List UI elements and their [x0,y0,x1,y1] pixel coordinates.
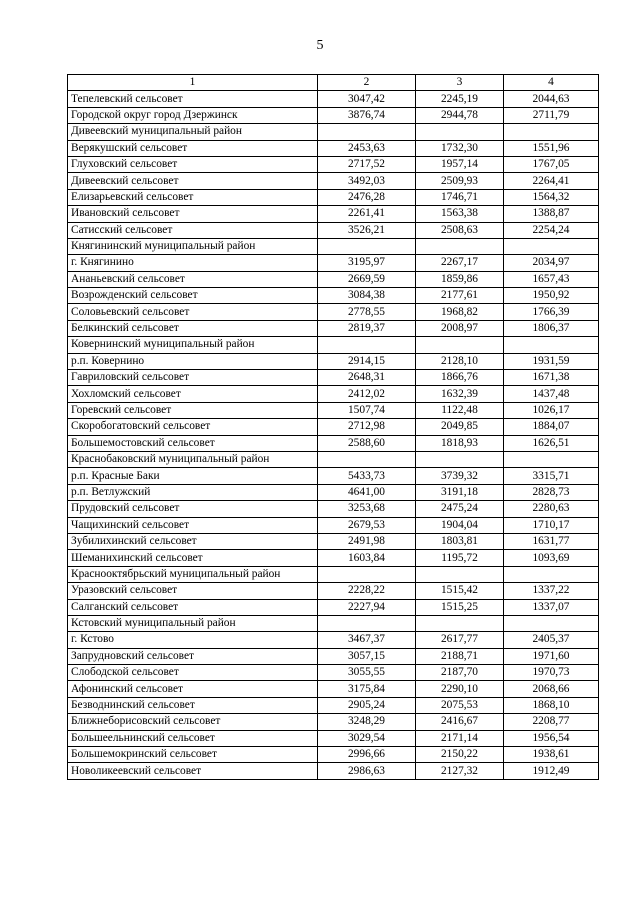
value-col-4-cell: 1337,07 [504,599,599,615]
value-col-3-cell: 3739,32 [416,468,504,484]
row-name-cell: Большеельнинский сельсовет [68,730,318,746]
value-col-3-cell: 1632,39 [416,386,504,402]
table-row [68,124,599,140]
value-col-2-cell: 2986,63 [318,763,416,779]
value-col-4-cell [504,566,599,582]
table-row [68,484,599,500]
table-row [68,386,599,402]
table-row [68,566,599,582]
table-row [68,451,599,467]
value-col-4-cell: 2034,97 [504,255,599,271]
row-name-cell: Гавриловский сельсовет [68,370,318,386]
value-col-2-cell: 2679,53 [318,517,416,533]
value-col-3-cell: 1122,48 [416,402,504,418]
value-col-4-cell: 1671,38 [504,370,599,386]
value-col-2-cell [318,566,416,582]
value-col-2-cell [318,337,416,353]
data-table [67,74,599,780]
value-col-3-cell: 1904,04 [416,517,504,533]
value-col-4-cell: 1956,54 [504,730,599,746]
table-row [68,697,599,713]
value-col-3-cell: 1746,71 [416,189,504,205]
table-row [68,648,599,664]
value-col-3-cell: 1968,82 [416,304,504,320]
table-row [68,140,599,156]
value-col-3-cell: 2127,32 [416,763,504,779]
row-name-cell: Возрожденский сельсовет [68,288,318,304]
value-col-4-cell: 2711,79 [504,107,599,123]
column-header-1: 1 [68,75,318,91]
row-name-cell: Елизарьевский сельсовет [68,189,318,205]
value-col-2-cell: 3029,54 [318,730,416,746]
row-name-cell: Ближнеборисовский сельсовет [68,714,318,730]
value-col-3-cell: 2171,14 [416,730,504,746]
value-col-3-cell: 2128,10 [416,353,504,369]
value-col-4-cell: 1884,07 [504,419,599,435]
table-row [68,238,599,254]
value-col-4-cell: 2828,73 [504,484,599,500]
value-col-4-cell: 1657,43 [504,271,599,287]
table-row [68,370,599,386]
value-col-3-cell: 2509,93 [416,173,504,189]
row-name-cell: Запрудновский сельсовет [68,648,318,664]
value-col-3-cell: 3191,18 [416,484,504,500]
row-name-cell: Хохломский сельсовет [68,386,318,402]
value-col-3-cell: 2475,24 [416,501,504,517]
table-row [68,435,599,451]
value-col-4-cell: 1026,17 [504,402,599,418]
value-col-2-cell: 3057,15 [318,648,416,664]
row-name-cell: Верякушский сельсовет [68,140,318,156]
row-name-cell: г. Княгинино [68,255,318,271]
value-col-3-cell: 2075,53 [416,697,504,713]
table-row [68,714,599,730]
row-name-cell: Соловьевский сельсовет [68,304,318,320]
table-row [68,599,599,615]
value-col-3-cell [416,615,504,631]
table-row [68,550,599,566]
table-row [68,533,599,549]
value-col-4-cell: 1093,69 [504,550,599,566]
value-col-3-cell: 2008,97 [416,320,504,336]
row-name-cell: Прудовский сельсовет [68,501,318,517]
row-name-cell: Скоробогатовский сельсовет [68,419,318,435]
value-col-2-cell: 3253,68 [318,501,416,517]
value-col-2-cell: 2914,15 [318,353,416,369]
value-col-2-cell: 3195,97 [318,255,416,271]
value-col-2-cell: 2905,24 [318,697,416,713]
column-header-3: 3 [416,75,504,91]
table-row [68,206,599,222]
value-col-4-cell: 1337,22 [504,583,599,599]
value-col-3-cell: 2617,77 [416,632,504,648]
row-name-cell: Белкинский сельсовет [68,320,318,336]
value-col-2-cell: 2491,98 [318,533,416,549]
table-row [68,402,599,418]
value-col-2-cell: 2412,02 [318,386,416,402]
value-col-4-cell: 1551,96 [504,140,599,156]
value-col-4-cell: 1971,60 [504,648,599,664]
table-row [68,320,599,336]
row-name-cell: Большемостовский сельсовет [68,435,318,451]
value-col-2-cell: 2588,60 [318,435,416,451]
row-name-cell: Кстовский муниципальный район [68,615,318,631]
value-col-2-cell: 3248,29 [318,714,416,730]
value-col-3-cell [416,337,504,353]
row-name-cell: г. Кстово [68,632,318,648]
value-col-2-cell: 5433,73 [318,468,416,484]
table-row [68,271,599,287]
value-col-3-cell [416,451,504,467]
value-col-4-cell: 1710,17 [504,517,599,533]
row-name-cell: Княгининский муниципальный район [68,238,318,254]
table-row [68,419,599,435]
row-name-cell: Краснооктябрьский муниципальный район [68,566,318,582]
row-name-cell: Шеманихинский сельсовет [68,550,318,566]
table-row [68,304,599,320]
value-col-2-cell: 2819,37 [318,320,416,336]
row-name-cell: Безводнинский сельсовет [68,697,318,713]
page-number: 5 [316,38,324,53]
value-col-3-cell: 1732,30 [416,140,504,156]
value-col-2-cell [318,238,416,254]
row-name-cell: Глуховский сельсовет [68,156,318,172]
value-col-2-cell: 2453,63 [318,140,416,156]
value-col-4-cell: 1564,32 [504,189,599,205]
value-col-2-cell: 2996,66 [318,747,416,763]
table-row [68,468,599,484]
table-row [68,681,599,697]
row-name-cell: Горевский сельсовет [68,402,318,418]
table-row [68,501,599,517]
row-name-cell: р.п. Ковернино [68,353,318,369]
row-name-cell: Афонинский сельсовет [68,681,318,697]
value-col-3-cell: 1957,14 [416,156,504,172]
row-name-cell: Большемокринский сельсовет [68,747,318,763]
row-name-cell: Чащихинский сельсовет [68,517,318,533]
value-col-3-cell: 1515,42 [416,583,504,599]
value-col-2-cell: 3526,21 [318,222,416,238]
value-col-3-cell: 2944,78 [416,107,504,123]
row-name-cell: р.п. Красные Баки [68,468,318,484]
value-col-2-cell: 2712,98 [318,419,416,435]
value-col-4-cell: 2405,37 [504,632,599,648]
value-col-2-cell [318,124,416,140]
row-name-cell: Уразовский сельсовет [68,583,318,599]
value-col-2-cell: 2227,94 [318,599,416,615]
value-col-4-cell: 1631,77 [504,533,599,549]
table-row [68,288,599,304]
value-col-3-cell: 1803,81 [416,533,504,549]
value-col-3-cell: 2188,71 [416,648,504,664]
value-col-4-cell [504,124,599,140]
value-col-3-cell: 1195,72 [416,550,504,566]
value-col-3-cell: 2290,10 [416,681,504,697]
value-col-3-cell: 2508,63 [416,222,504,238]
column-header-2: 2 [318,75,416,91]
row-name-cell: Новоликеевский сельсовет [68,763,318,779]
value-col-2-cell: 2476,28 [318,189,416,205]
row-name-cell: Дивеевский сельсовет [68,173,318,189]
value-col-3-cell: 1563,38 [416,206,504,222]
value-col-4-cell: 2068,66 [504,681,599,697]
value-col-4-cell: 1950,92 [504,288,599,304]
row-name-cell: Дивеевский муниципальный район [68,124,318,140]
value-col-4-cell [504,238,599,254]
value-col-4-cell: 2044,63 [504,91,599,107]
value-col-4-cell: 1931,59 [504,353,599,369]
table-row [68,615,599,631]
value-col-2-cell [318,615,416,631]
value-col-2-cell: 2228,22 [318,583,416,599]
value-col-3-cell: 2187,70 [416,665,504,681]
value-col-3-cell: 2049,85 [416,419,504,435]
value-col-2-cell: 3084,38 [318,288,416,304]
value-col-4-cell: 1766,39 [504,304,599,320]
table-row [68,353,599,369]
value-col-2-cell: 1603,84 [318,550,416,566]
value-col-3-cell: 2177,61 [416,288,504,304]
table-row [68,156,599,172]
row-name-cell: Ивановский сельсовет [68,206,318,222]
row-name-cell: р.п. Ветлужский [68,484,318,500]
table-row [68,730,599,746]
row-name-cell: Зубилихинский сельсовет [68,533,318,549]
value-col-3-cell [416,124,504,140]
value-col-4-cell: 1388,87 [504,206,599,222]
table-row [68,632,599,648]
table-row [68,189,599,205]
table-row [68,222,599,238]
value-col-4-cell: 1938,61 [504,747,599,763]
value-col-3-cell: 1866,76 [416,370,504,386]
value-col-3-cell: 2416,67 [416,714,504,730]
value-col-2-cell: 3055,55 [318,665,416,681]
value-col-3-cell: 1818,93 [416,435,504,451]
value-col-4-cell [504,451,599,467]
row-name-cell: Краснобаковский муниципальный район [68,451,318,467]
value-col-2-cell: 1507,74 [318,402,416,418]
value-col-4-cell: 1970,73 [504,665,599,681]
table-row [68,255,599,271]
table-row [68,91,599,107]
value-col-2-cell: 2261,41 [318,206,416,222]
value-col-4-cell [504,615,599,631]
row-name-cell: Ковернинский муниципальный район [68,337,318,353]
value-col-4-cell: 1437,48 [504,386,599,402]
value-col-4-cell: 1912,49 [504,763,599,779]
value-col-2-cell: 2648,31 [318,370,416,386]
table-row [68,583,599,599]
value-col-4-cell: 2280,63 [504,501,599,517]
table-header-row [68,75,599,91]
value-col-4-cell: 1806,37 [504,320,599,336]
value-col-4-cell: 2208,77 [504,714,599,730]
table-row [68,665,599,681]
value-col-2-cell: 3467,37 [318,632,416,648]
value-col-3-cell: 2150,22 [416,747,504,763]
value-col-2-cell: 3047,42 [318,91,416,107]
value-col-2-cell [318,451,416,467]
value-col-3-cell [416,238,504,254]
column-header-4: 4 [504,75,599,91]
value-col-2-cell: 3175,84 [318,681,416,697]
row-name-cell: Слободской сельсовет [68,665,318,681]
value-col-2-cell: 3492,03 [318,173,416,189]
value-col-4-cell [504,337,599,353]
table-row [68,747,599,763]
value-col-4-cell: 2264,41 [504,173,599,189]
table-body [68,75,599,780]
row-name-cell: Салганский сельсовет [68,599,318,615]
value-col-4-cell: 1767,05 [504,156,599,172]
value-col-4-cell: 1626,51 [504,435,599,451]
value-col-3-cell: 1859,86 [416,271,504,287]
value-col-4-cell: 1868,10 [504,697,599,713]
value-col-2-cell: 2669,59 [318,271,416,287]
row-name-cell: Городской округ город Дзержинск [68,107,318,123]
value-col-3-cell: 2245,19 [416,91,504,107]
table-row [68,763,599,779]
value-col-4-cell: 2254,24 [504,222,599,238]
value-col-2-cell: 4641,00 [318,484,416,500]
value-col-3-cell [416,566,504,582]
row-name-cell: Сатисский сельсовет [68,222,318,238]
value-col-2-cell: 2778,55 [318,304,416,320]
table-row [68,337,599,353]
value-col-3-cell: 2267,17 [416,255,504,271]
row-name-cell: Тепелевский сельсовет [68,91,318,107]
value-col-3-cell: 1515,25 [416,599,504,615]
value-col-4-cell: 3315,71 [504,468,599,484]
table-row [68,107,599,123]
value-col-2-cell: 3876,74 [318,107,416,123]
table-row [68,173,599,189]
table-row [68,517,599,533]
value-col-2-cell: 2717,52 [318,156,416,172]
row-name-cell: Ананьевский сельсовет [68,271,318,287]
